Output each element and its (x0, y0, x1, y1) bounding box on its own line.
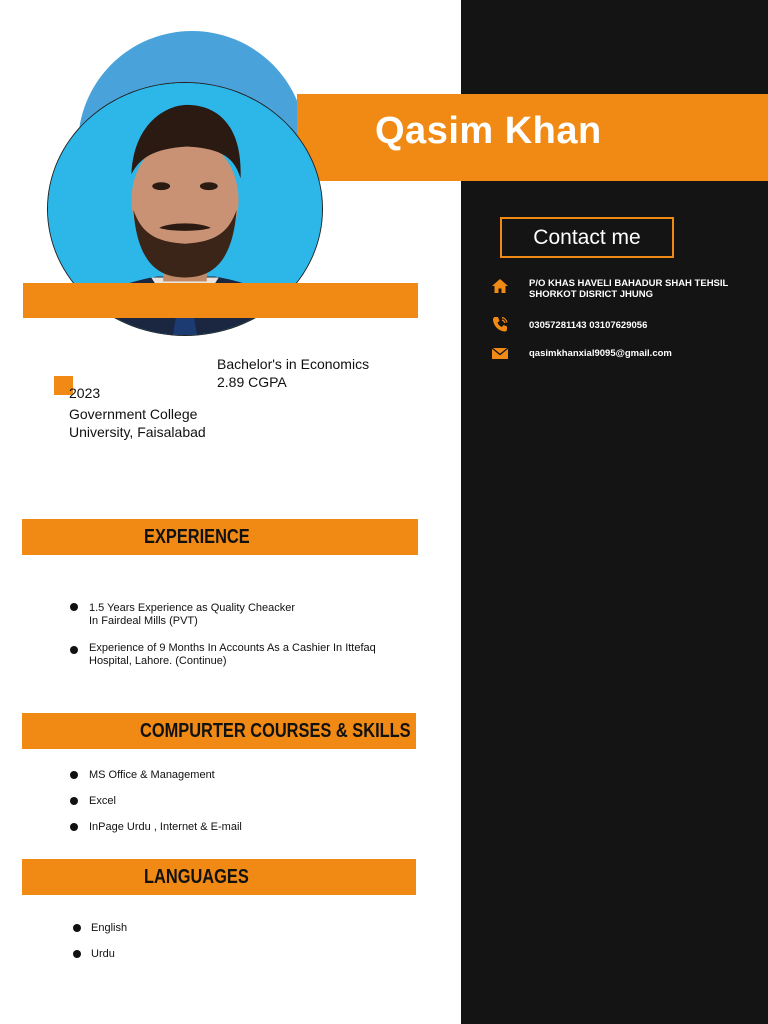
bullet-icon (73, 950, 81, 958)
education-degree: Bachelor's in Economics (217, 356, 370, 372)
education-institution-line1: Government College (69, 406, 198, 422)
experience-item-2-line1: Experience of 9 Months In Accounts As a Cashier In Ittefaq (89, 642, 376, 654)
experience-item-2-line2: Hospital, Lahore. (Continue) (89, 655, 227, 667)
skill-item-2: Excel (89, 795, 116, 807)
phone-icon (491, 315, 509, 333)
contact-address-line1: P/O KHAS HAVELI BAHADUR SHAH TEHSIL (529, 278, 729, 289)
languages-title: LANGUAGES (144, 866, 249, 888)
language-item-1: English (91, 922, 128, 934)
bullet-icon (70, 603, 78, 611)
education-cgpa: 2.89 CGPA (217, 374, 287, 390)
bullet-icon (70, 771, 78, 779)
skill-item-1: MS Office & Management (89, 769, 215, 781)
skill-item-3: InPage Urdu , Internet & E-mail (89, 821, 242, 833)
bullet-icon (70, 646, 78, 654)
email-icon (491, 344, 509, 362)
contact-phones: 03057281143 03107629056 (529, 320, 648, 331)
experience-header (22, 519, 418, 555)
skills-title: COMPURTER COURSES & SKILLS (140, 720, 411, 742)
contact-box (500, 217, 674, 258)
education-year: 2023 (69, 385, 101, 401)
contact-title: Contact me (533, 226, 641, 249)
experience-item-1-line1: 1.5 Years Experience as Quality Cheacker (89, 602, 296, 614)
home-icon (491, 277, 509, 295)
bullet-icon (70, 823, 78, 831)
education-institution-line2: University, Faisalabad (69, 424, 206, 440)
languages-header (22, 859, 416, 895)
contact-email[interactable]: qasimkhanxial9095@gmail.com (529, 348, 672, 359)
skills-header (22, 713, 416, 749)
experience-title: EXPERIENCE (144, 526, 250, 548)
candidate-name: Qasim Khan (375, 110, 602, 152)
bullet-icon (73, 924, 81, 932)
language-item-2: Urdu (91, 948, 115, 960)
bullet-icon (70, 797, 78, 805)
contact-address-line2: SHORKOT DISRICT JHUNG (529, 289, 654, 300)
education-bar (23, 283, 418, 318)
experience-item-1-line2: In Fairdeal Mills (PVT) (89, 615, 198, 627)
